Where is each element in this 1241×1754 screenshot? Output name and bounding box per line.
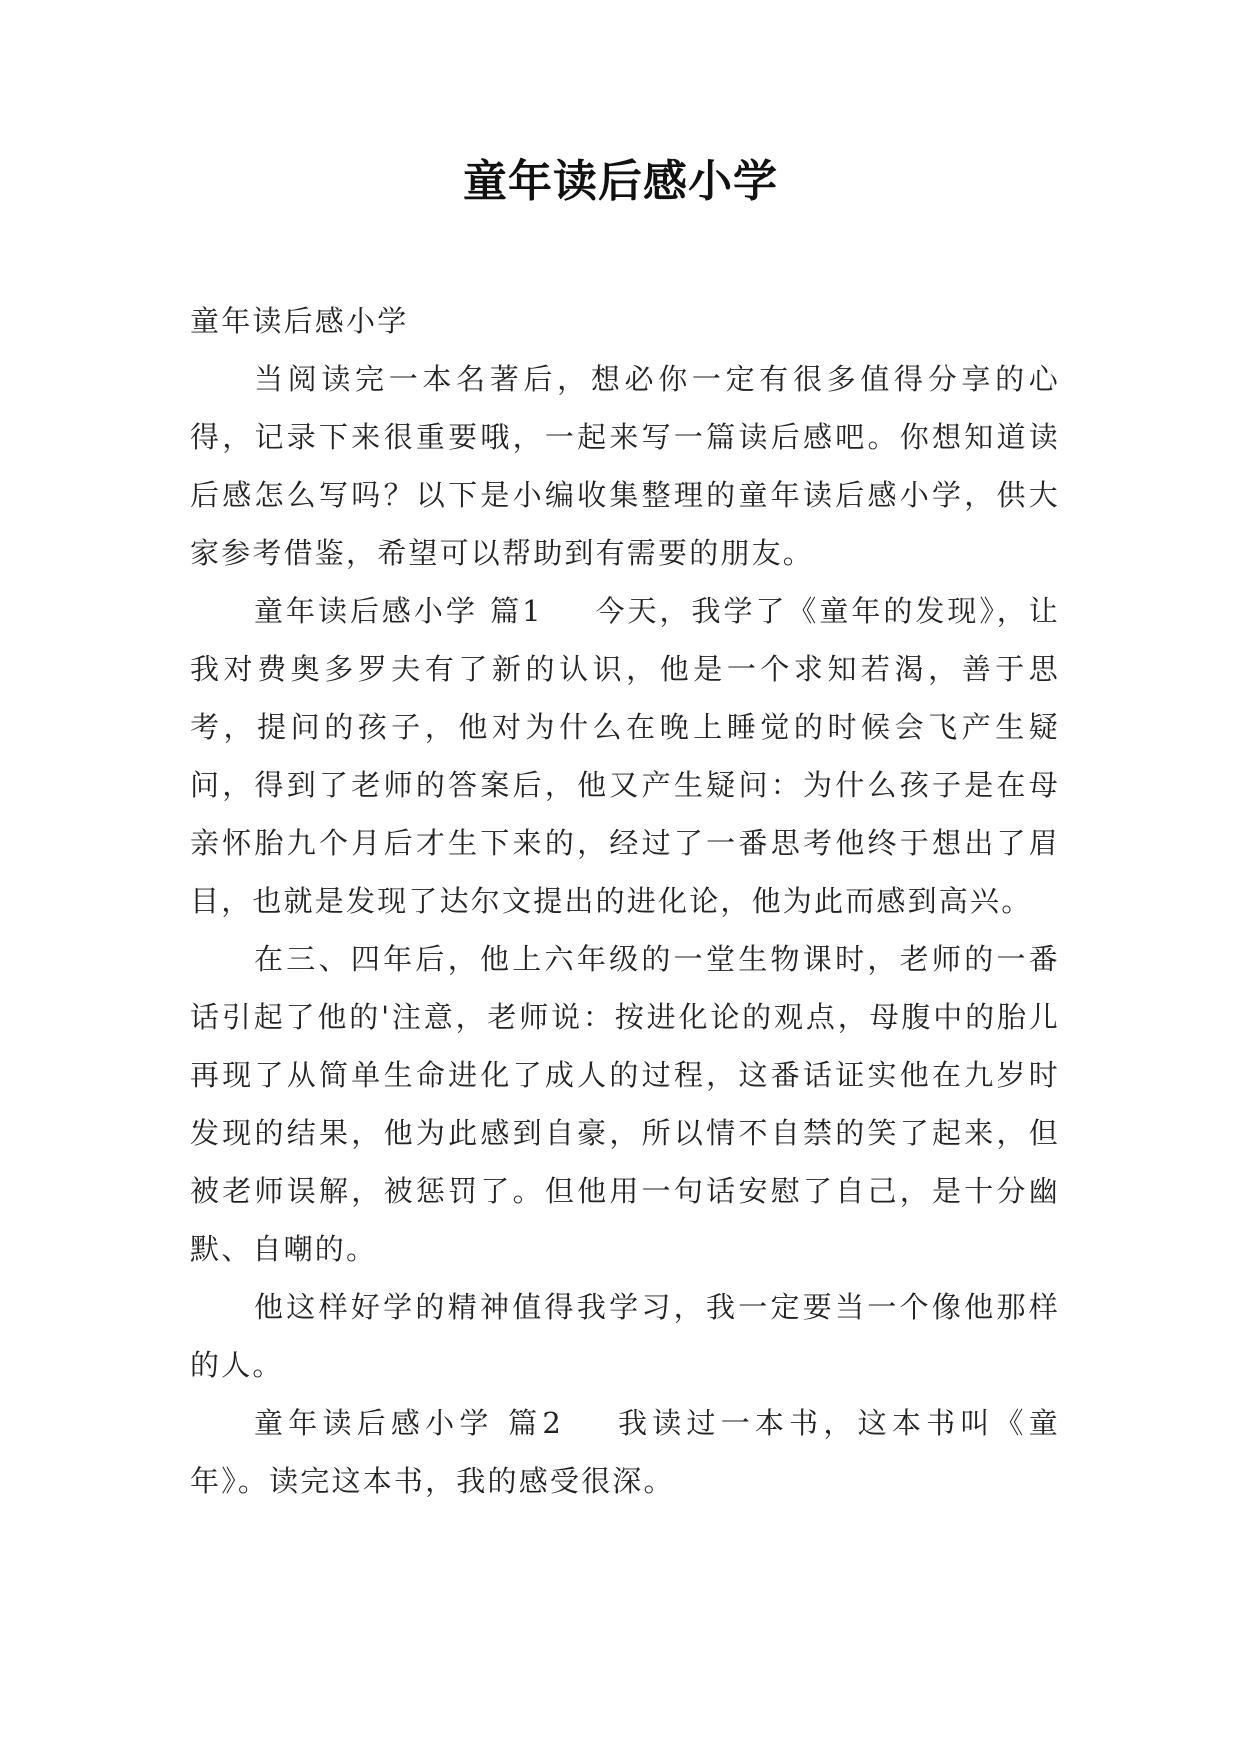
- subtitle-line: 童年读后感小学: [190, 304, 409, 338]
- section-1-paragraph-2: 在三、四年后，他上六年级的一堂生物课时，老师的一番话引起了他的'注意，老师说：按进化论的观点，母腹中的胎儿再现了从简单生命进化了成人的过程，这番话证实他在九岁时发现的结果，他为此感到自豪，所以情不自禁的笑了起来，但被老师误解，被惩罚了。但他用一句话安慰了自己，是十分幽默、自嘲的。: [190, 942, 1060, 1266]
- section-1-paragraph: [190, 582, 1060, 930]
- section-1-heading: 童年读后感小学 篇1: [254, 594, 543, 628]
- section-2-heading: 童年读后感小学 篇2: [254, 1406, 563, 1440]
- document-title: 童年读后感小学: [463, 156, 778, 207]
- section-2-paragraph: [190, 1394, 1060, 1510]
- intro-paragraph: 当阅读完一本名著后，想必你一定有很多值得分享的心得，记录下来很重要哦，一起来写一篇读后感吧。你想知道读后感怎么写吗？以下是小编收集整理的童年读后感小学，供大家参考借鉴，希望可以帮助到有需要的朋友。: [190, 362, 1060, 570]
- section-1-paragraph-3: 他这样好学的精神值得我学习，我一定要当一个像他那样的人。: [190, 1290, 1060, 1382]
- section-1-text: 今天，我学了《童年的发现》，让我对费奥多罗夫有了新的认识，他是一个求知若渴，善于思考，提问的孩子，他对为什么在晚上睡觉的时候会飞产生疑问，得到了老师的答案后，他又产生疑问：为什么孩子是在母亲怀胎九个月后才生下来的，经过了一番思考他终于想出了眉目，也就是发现了达尔文提出的进化论，他为此而感到高兴。: [190, 594, 1060, 918]
- document-body: [190, 292, 1060, 1510]
- section-2-text: 我读过一本书，这本书叫《童年》。读完这本书，我的感受很深。: [190, 1406, 1060, 1498]
